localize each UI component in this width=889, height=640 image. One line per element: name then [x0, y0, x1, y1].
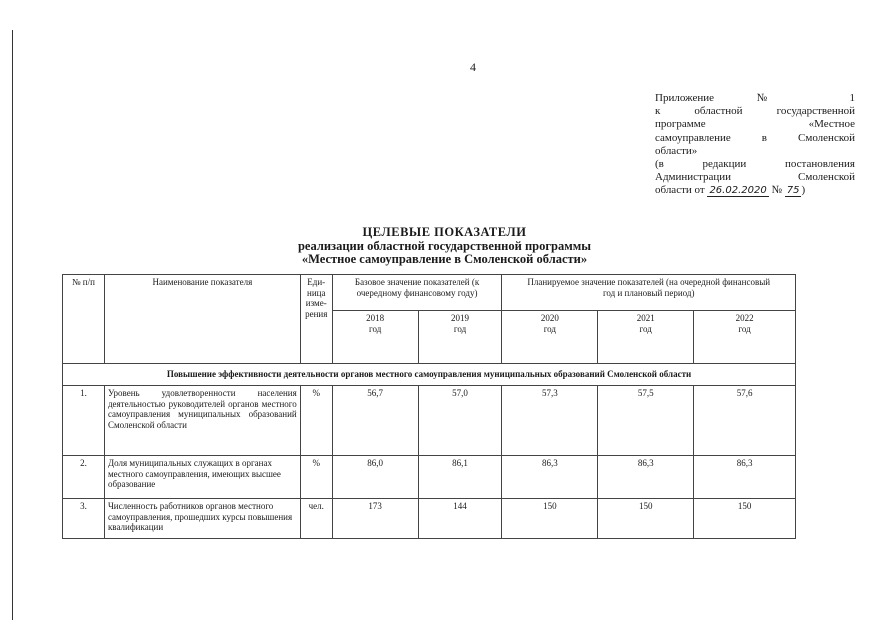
title-line-1: ЦЕЛЕВЫЕ ПОКАЗАТЕЛИ: [362, 225, 527, 239]
table-row: [63, 499, 796, 539]
row-name: Доля муниципальных служащих в органах местного самоуправления, имеющих высшее образование: [104, 456, 300, 499]
header-year: [332, 311, 418, 364]
header-name: Наименование показателя: [104, 275, 300, 364]
appendix-line: самоуправление в Смоленской: [655, 131, 855, 144]
appendix-note: [655, 92, 855, 198]
section-row: [63, 364, 796, 386]
row-value: 56,7: [332, 386, 418, 456]
appendix-line: к областной государственной: [655, 105, 855, 118]
header-plan: Планируемое значение показателей (на очередной финансовый год и плановый период): [502, 275, 796, 311]
row-value: 86,3: [694, 456, 796, 499]
header-unit: Еди-ница изме-рения: [300, 275, 332, 364]
row-value: 86,1: [418, 456, 502, 499]
header-year: [694, 311, 796, 364]
table-row: [63, 456, 796, 499]
year-label: 2020: [540, 313, 559, 323]
header-base: Базовое значение показателей (к очередному финансовому году): [332, 275, 502, 311]
number-sign: №: [771, 184, 782, 197]
left-margin-line: [12, 30, 13, 620]
year-suffix: год: [639, 323, 652, 334]
year-suffix: год: [369, 323, 382, 334]
handwritten-date: 26.02.2020: [709, 185, 767, 197]
row-value: 86,0: [332, 456, 418, 499]
row-value: 150: [694, 499, 796, 539]
appendix-line: области»: [655, 144, 698, 157]
title-line-2: реализации областной государственной программы: [297, 238, 592, 253]
row-value: 144: [418, 499, 502, 539]
row-value: 57,5: [598, 386, 694, 456]
row-value: 57,3: [502, 386, 598, 456]
year-label: 2022: [735, 313, 754, 323]
header-num: № п/п: [63, 275, 105, 364]
header-year: [502, 311, 598, 364]
page-number: 4: [470, 60, 476, 74]
year-suffix: год: [738, 323, 751, 334]
row-unit: %: [300, 456, 332, 499]
year-label: 2021: [636, 313, 655, 323]
header-year: [418, 311, 502, 364]
closing-paren: ): [801, 184, 806, 197]
title-line-3: «Местное самоуправление в Смоленской области»: [301, 252, 588, 266]
appendix-line-date: [655, 184, 855, 197]
row-value: 150: [502, 499, 598, 539]
row-value: 86,3: [598, 456, 694, 499]
row-name: Уровень удовлетворенности населения деятельностью руководителей органов местного самоуправления муниципальных образований Смоленской области: [104, 386, 300, 456]
row-num: 1.: [63, 386, 105, 456]
appendix-prefix: области от: [655, 184, 705, 197]
header-year: [598, 311, 694, 364]
header-row: [63, 275, 796, 311]
row-value: 86,3: [502, 456, 598, 499]
row-value: 57,6: [694, 386, 796, 456]
year-suffix: год: [543, 323, 556, 334]
appendix-line: (в редакции постановления: [655, 158, 855, 171]
year-label: 2018: [366, 313, 385, 323]
appendix-line: программе «Местное: [655, 118, 855, 131]
row-num: 2.: [63, 456, 105, 499]
row-unit: %: [300, 386, 332, 456]
appendix-line: Приложение № 1: [655, 92, 855, 104]
table-row: [63, 386, 796, 456]
document-title: [0, 226, 889, 267]
row-value: 173: [332, 499, 418, 539]
year-label: 2019: [451, 313, 469, 323]
indicators-table: [62, 274, 796, 539]
section-title: Повышение эффективности деятельности органов местного самоуправления муниципальных образований Смоленской области: [63, 364, 796, 386]
handwritten-number: 75: [786, 185, 800, 197]
appendix-line: Администрации Смоленской: [655, 171, 855, 184]
row-name: Численность работников органов местного самоуправления, прошедших курсы повышения квалификации: [104, 499, 300, 539]
row-num: 3.: [63, 499, 105, 539]
year-suffix: год: [453, 323, 467, 334]
row-unit: чел.: [300, 499, 332, 539]
row-value: 57,0: [418, 386, 502, 456]
row-value: 150: [598, 499, 694, 539]
